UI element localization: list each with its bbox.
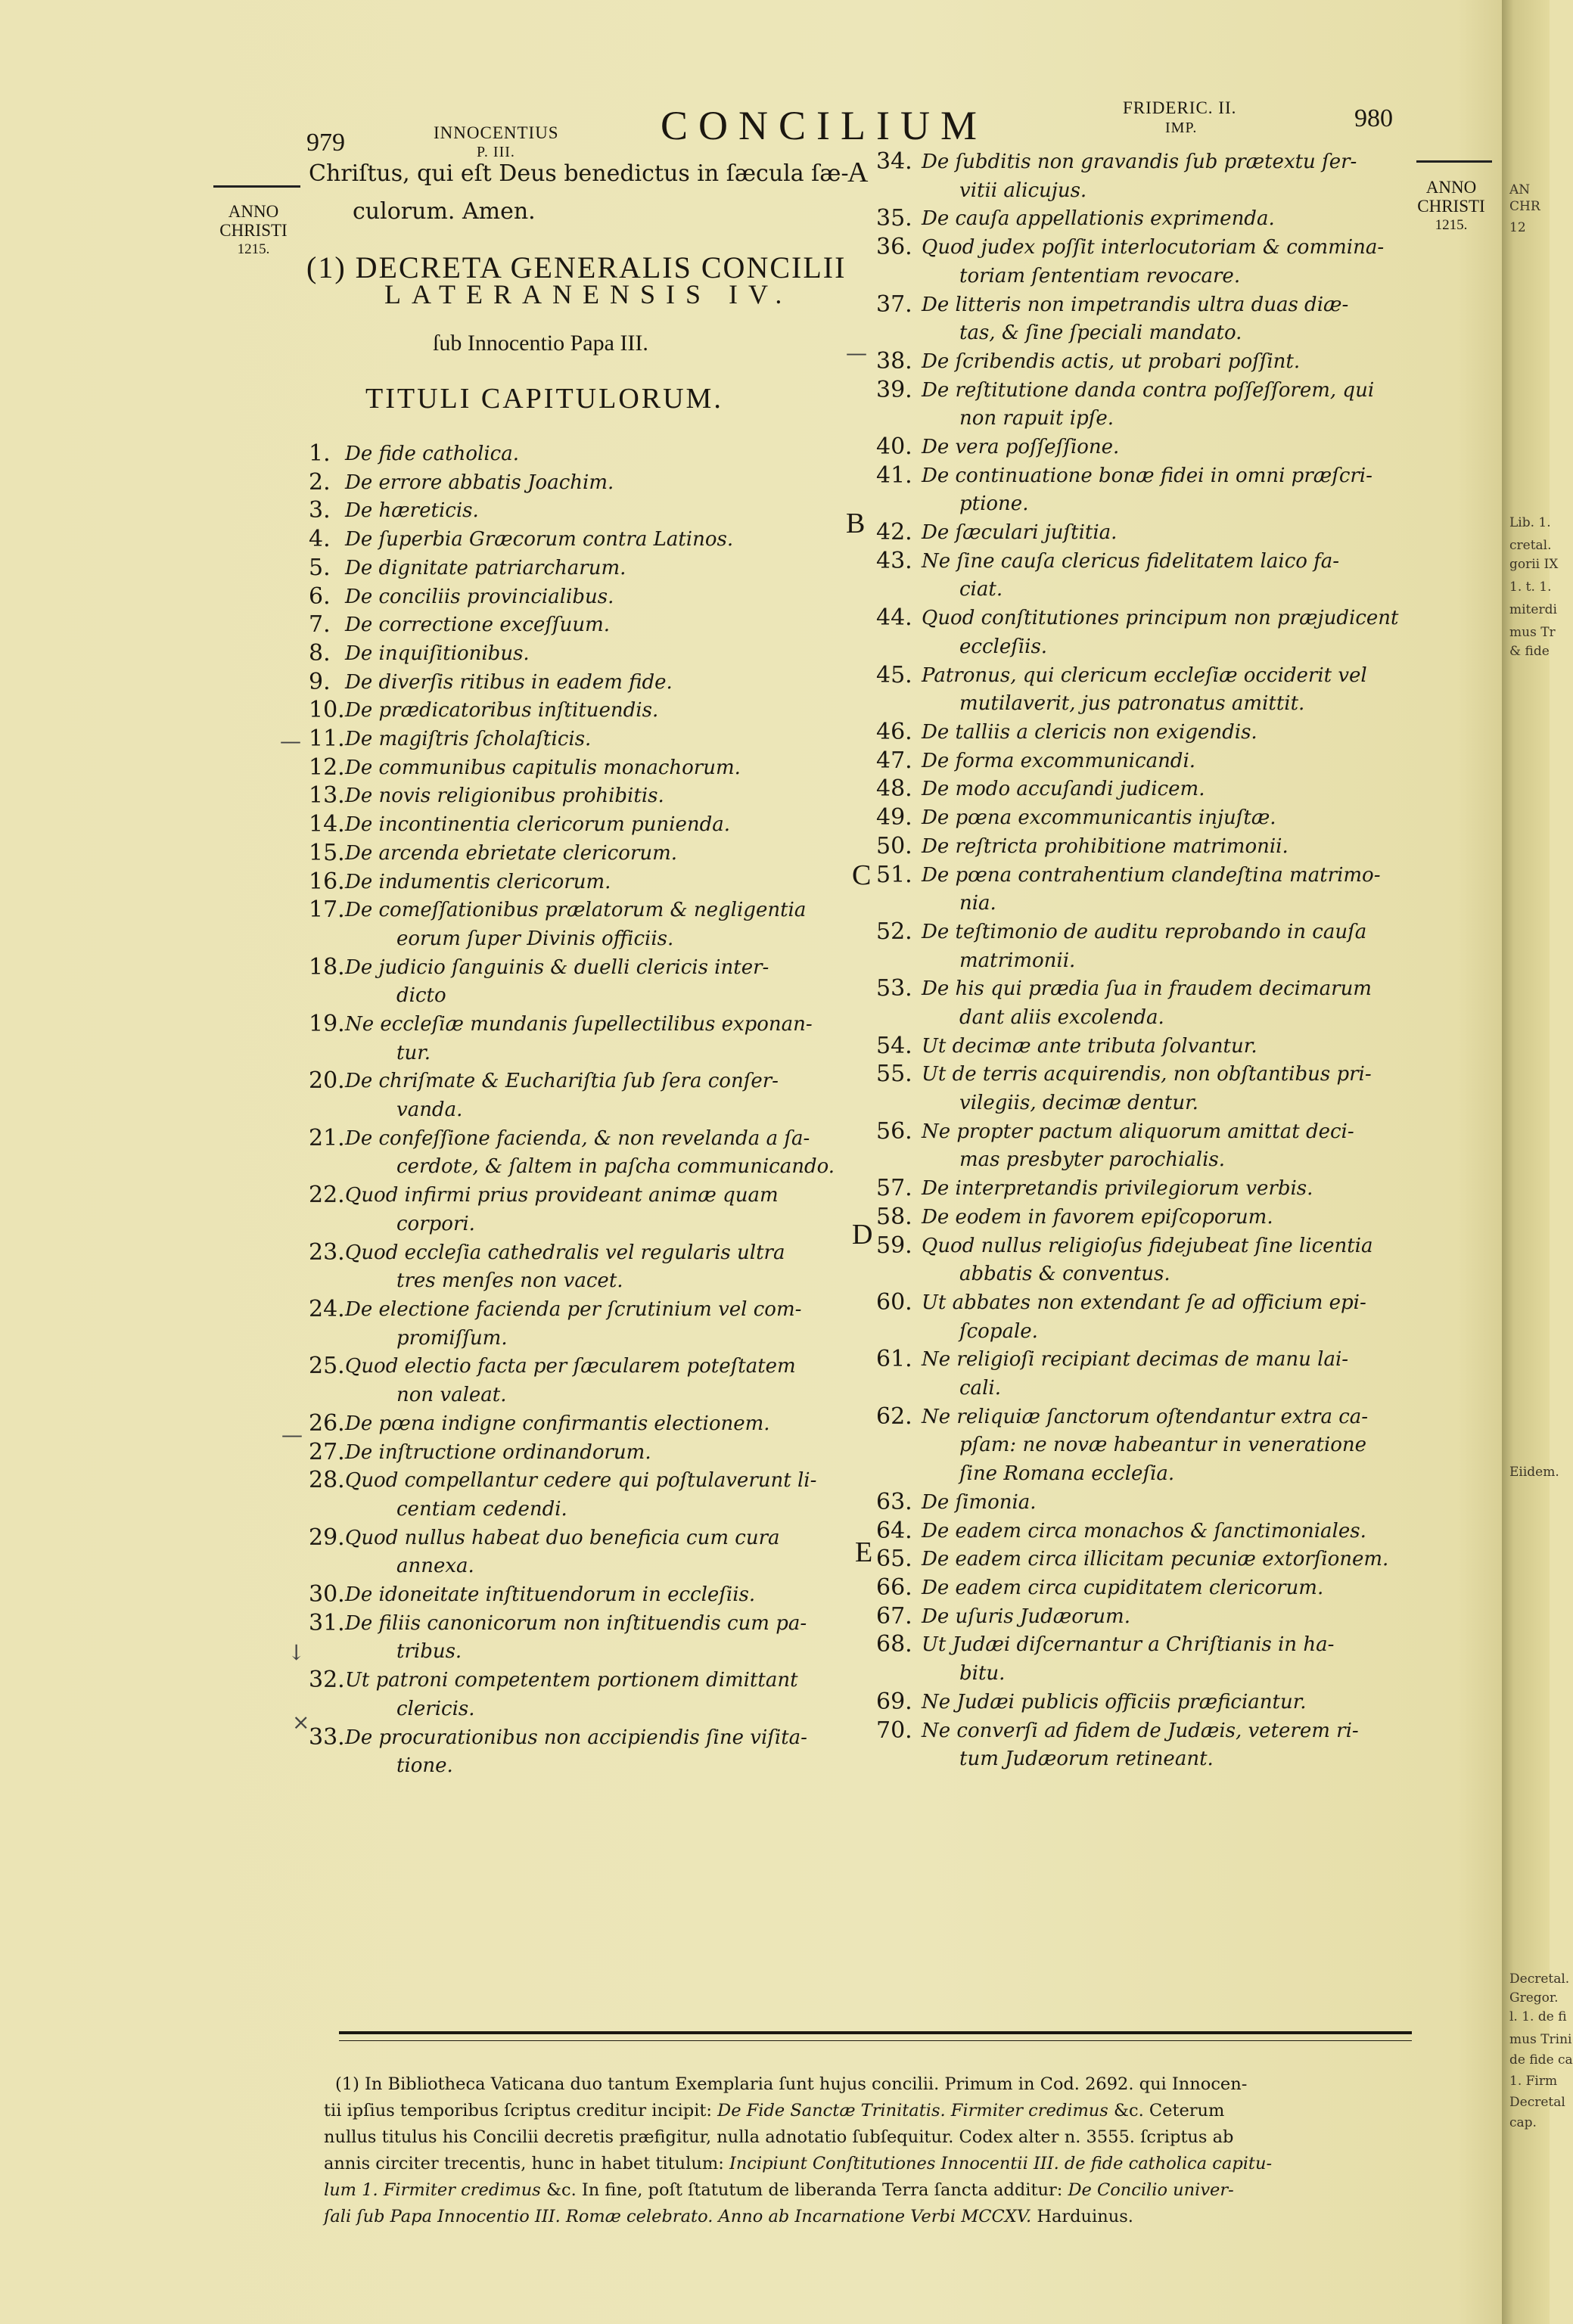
chapter-number: 60. <box>876 1289 912 1316</box>
chapter-number: 49. <box>876 804 912 831</box>
chapter-number: 29. <box>309 1524 345 1551</box>
chapter-number: 1. <box>309 440 331 467</box>
chapter-title-line: De cauſa appellationis exprimenda. <box>922 207 1275 231</box>
chapter-number: 56. <box>876 1117 912 1145</box>
chapter-number: 57. <box>876 1175 912 1202</box>
chapter-number: 4. <box>309 526 331 553</box>
chapter-title-line: De interpretandis privilegiorum verbis. <box>922 1177 1313 1201</box>
chapter-title-line: Ne ſine cauſa clericus fidelitatem laico fa- <box>922 549 1340 573</box>
chapter-title-line: De eodem in favorem epiſcoporum. <box>922 1205 1273 1229</box>
chapter-number: 10. <box>309 697 345 724</box>
chapter-number: 5. <box>309 554 331 581</box>
chapter-title-line: Quod conſtitutiones principum non præjudicent <box>922 607 1399 630</box>
sub-heading: ſub Innocentio Papa III. <box>433 331 648 356</box>
adjacent-fragment: l. 1. de fi <box>1509 2009 1567 2024</box>
chapter-title-line: Ne reliquiæ ſanctorum oſtendantur extra ca- <box>922 1405 1369 1428</box>
chapter-number: 23. <box>309 1238 345 1266</box>
chapter-number: 40. <box>876 433 912 460</box>
chapter-title-line: Ut abbates non extendant ſe ad officium epi- <box>922 1291 1366 1314</box>
margin-dash-right <box>1416 160 1492 163</box>
chapter-number: 11. <box>309 725 345 752</box>
chapter-number: 61. <box>876 1346 912 1373</box>
adjacent-fragment: 12 <box>1509 220 1526 235</box>
footnote-line <box>324 2177 1415 2204</box>
adjacent-fragment: Eiidem. <box>1509 1465 1559 1480</box>
margin-note-right <box>1413 178 1489 235</box>
chapter-title-line: De idoneitate inſtituendorum in eccleſiis. <box>345 1583 756 1606</box>
footnote-italic: Incipiunt Conſtitutiones Innocentii III. de fide catholica capitu- <box>729 2154 1273 2173</box>
chapter-title-line: De eadem circa cupiditatem clericorum. <box>922 1577 1324 1599</box>
section-letter-e: E <box>855 1536 873 1568</box>
chapter-title-line: Quod judex poſſit interlocutoriam & commina- <box>922 236 1385 259</box>
chapter-title-line: ſcopale. <box>959 1319 1038 1343</box>
margin-note-left <box>212 202 295 259</box>
footnote-line <box>324 2071 1415 2098</box>
chapter-number: 8. <box>309 639 331 666</box>
chapter-number: 31. <box>309 1609 345 1636</box>
pencil-mark: — <box>280 729 301 753</box>
chapter-title-line: De dignitate patriarcharum. <box>345 556 626 579</box>
footnote-italic: ſali ſub Papa Innocentio III. Romæ celebrato. Anno ab Incarnatione Verbi MCCXV. <box>324 2207 1032 2226</box>
chapter-title-line: ſine Romana eccleſia. <box>959 1462 1175 1486</box>
chapter-title-line: De communibus capitulis monachorum. <box>345 756 741 779</box>
footnote-text: nullus titulus his Concilii decretis præfigitur, nulla adnotatio ſubſequitur. Codex alter n. 3555. ſcriptus ab <box>324 2127 1234 2147</box>
adjacent-page-edge <box>1502 0 1573 2324</box>
chapter-number: 22. <box>309 1182 345 1209</box>
adjacent-fragment: 1. Firm <box>1509 2074 1558 2089</box>
chapter-title-line: De electione facienda per ſcrutinium vel com- <box>345 1298 802 1321</box>
footnote-line <box>324 2124 1415 2151</box>
chapter-title-line: Ut decimæ ante tributa ſolvantur. <box>922 1034 1257 1058</box>
chapter-title-line: De eadem circa monachos & ſanctimoniales. <box>922 1519 1366 1543</box>
chapter-title-line: De prædicatoribus inſtituendis. <box>345 699 659 722</box>
chapter-title-line: De comeſſationibus prælatorum & negligentia <box>345 899 807 922</box>
footnote-line <box>324 2151 1415 2177</box>
footnote-rule-thin <box>339 2040 1412 2041</box>
chapter-number: 32. <box>309 1667 345 1694</box>
chapter-title-line: clericis. <box>396 1697 475 1720</box>
chapter-title-line: ciat. <box>959 578 1003 601</box>
chapter-title-line: De inſtructione ordinandorum. <box>345 1440 651 1464</box>
chapter-title-line: pſam: ne novæ habeantur in veneratione <box>959 1434 1367 1457</box>
chapter-number: 39. <box>876 376 912 403</box>
chapter-title-line: promiſſum. <box>396 1326 508 1350</box>
chapter-number: 18. <box>309 953 345 980</box>
chapter-title-line: Ne propter pactum aliquorum amittat deci- <box>922 1120 1354 1143</box>
chapter-number: 28. <box>309 1467 345 1494</box>
chapter-number: 17. <box>309 896 345 924</box>
adjacent-fragment: AN <box>1509 182 1531 197</box>
chapter-title-line: De vera poſſeſſione. <box>922 436 1120 458</box>
chapter-title-line: Quod nullus religioſus fidejubeat ſine licentia <box>922 1234 1373 1257</box>
pencil-mark: × <box>292 1710 310 1735</box>
margin-dash-left <box>213 185 300 188</box>
chapter-title-line: De pœna indigne confirmantis electionem. <box>345 1412 770 1435</box>
chapter-title-line: De confeſſione facienda, & non revelanda a ſa- <box>345 1126 810 1150</box>
chapter-title-line: mutilaverit, jus patronatus amittit. <box>959 692 1305 716</box>
chapter-title-line: De uſuris Judæorum. <box>922 1605 1130 1628</box>
lateranensis-heading: LATERANENSIS IV. <box>384 279 793 309</box>
footnote <box>324 2071 1415 2230</box>
chapter-title-line: De filiis canonicorum non inſtituendis cum pa- <box>345 1611 807 1635</box>
chapter-title-line: De ſubditis non gravandis ſub prætextu ſer- <box>922 151 1357 173</box>
chapter-title-line: Ne Judæi publicis officiis præficiantur. <box>922 1690 1307 1713</box>
pencil-mark: ↓ <box>288 1640 306 1665</box>
adjacent-fragment: 1. t. 1. <box>1509 579 1552 595</box>
chapter-title-line: Ne religioſi recipiant decimas de manu lai- <box>922 1348 1349 1372</box>
chapter-title-line: Ut patroni competentem portionem dimittant <box>345 1669 798 1692</box>
section-letter-b: B <box>846 508 866 539</box>
chapter-title-line: eorum ſuper Divinis officiis. <box>396 927 674 950</box>
section-letter-c: C <box>852 859 872 891</box>
chapter-number: 15. <box>309 839 345 866</box>
chapter-number: 2. <box>309 468 331 496</box>
adjacent-fragment: CHR <box>1509 199 1540 214</box>
chapter-number: 6. <box>309 583 331 610</box>
chapter-title-line: Ut Judæi diſcernantur a Chriſtianis in ha- <box>922 1633 1335 1657</box>
chapter-number: 26. <box>309 1409 345 1437</box>
chapter-number: 12. <box>309 753 345 781</box>
chapter-title-line: vitii alicujus. <box>959 179 1087 202</box>
chapter-number: 14. <box>309 811 345 838</box>
adjacent-fragment: de fide ca <box>1509 2052 1573 2068</box>
chapter-title-line: Quod compellantur cedere qui poſtulaverunt li- <box>345 1469 817 1493</box>
chapter-title-line: non rapuit ipſe. <box>959 407 1114 430</box>
left-running-sub: P. III. <box>477 144 515 160</box>
footnote-line <box>324 2204 1415 2230</box>
footnote-text: &c. In fine, poſt ſtatutum de liberanda Terra ſancta additur: <box>540 2180 1068 2200</box>
chapter-number: 34. <box>876 148 912 175</box>
section-letter-d: D <box>852 1219 873 1251</box>
anno-label: ANNO <box>1425 178 1477 197</box>
chapter-number: 30. <box>309 1581 345 1608</box>
page-title: CONCILIUM <box>661 103 987 148</box>
chapter-number: 33. <box>309 1723 345 1751</box>
chapter-title-line: De eadem circa illicitam pecuniæ extorſionem. <box>922 1548 1389 1571</box>
chapter-title-line: De ſcribendis actis, ut probari poſſint. <box>922 350 1301 373</box>
chapter-number: 37. <box>876 290 912 318</box>
chapter-number: 48. <box>876 775 912 803</box>
chapter-number: 55. <box>876 1061 912 1088</box>
chapter-number: 3. <box>309 497 331 524</box>
chapter-number: 13. <box>309 782 345 809</box>
chapter-number: 27. <box>309 1438 345 1465</box>
chapter-number: 65. <box>876 1546 912 1573</box>
chapter-title-line: Quod infirmi prius provideant animæ quam <box>345 1184 779 1207</box>
chapter-title-line: De litteris non impetrandis ultra duas diæ- <box>922 293 1349 316</box>
chapter-title-line: Quod nullus habeat duo beneficia cum cura <box>345 1526 780 1549</box>
chapter-number: 44. <box>876 604 912 632</box>
chapter-number: 51. <box>876 861 912 888</box>
chapter-number: 64. <box>876 1517 912 1544</box>
chapter-title-line: vilegiis, decimæ dentur. <box>959 1092 1198 1115</box>
chapter-title-line: De chriſmate & Euchariſtia ſub ſera conſer- <box>345 1070 779 1093</box>
footnote-text: &c. Ceterum <box>1108 2101 1225 2120</box>
chapter-title-line: De ſæculari juſtitia. <box>922 521 1118 545</box>
chapter-title-line: corpori. <box>396 1212 475 1235</box>
chapter-title-line: De procurationibus non accipiendis ſine viſita- <box>345 1726 807 1749</box>
chapter-title-line: matrimonii. <box>959 949 1076 972</box>
chapter-title-line: tres menſes non vacet. <box>396 1269 623 1293</box>
chapter-title-line: De incontinentia clericorum punienda. <box>345 813 730 837</box>
chapter-number: 41. <box>876 461 912 489</box>
chapter-title-line: De ſimonia. <box>922 1490 1037 1514</box>
chapter-title-line: De indumentis clericorum. <box>345 870 611 893</box>
chapter-title-line: cerdote, & ſaltem in paſcha communicando. <box>396 1155 835 1179</box>
chapter-number: 70. <box>876 1717 912 1744</box>
chapter-title-line: De inquiſitionibus. <box>345 642 530 665</box>
chapter-title-line: eccleſiis. <box>959 635 1048 658</box>
chapter-number: 7. <box>309 611 331 638</box>
adjacent-fragment: cap. <box>1509 2115 1537 2130</box>
intro-line-2: culorum. Amen. <box>353 198 536 225</box>
chapter-title-line: De novis religionibus prohibitis. <box>345 785 664 808</box>
footnote-text: (1) In Bibliotheca Vaticana duo tantum Exemplaria ſunt hujus concilii. Primum in Cod. 2692. qui Innocen- <box>335 2074 1248 2094</box>
chapter-number: 42. <box>876 519 912 546</box>
chapter-title-line: De forma excommunicandi. <box>922 749 1196 772</box>
adjacent-fragment: mus Trini <box>1509 2032 1572 2047</box>
right-running-sub: IMP. <box>1165 120 1198 136</box>
chapter-title-line: dant aliis excolenda. <box>959 1005 1164 1029</box>
pencil-mark: — <box>846 340 867 365</box>
chapter-title-line: De pœna excommunicantis injuſtæ. <box>922 806 1276 830</box>
chapter-title-line: bitu. <box>959 1662 1006 1686</box>
chapter-number: 25. <box>309 1353 345 1380</box>
chapter-title-line: annexa. <box>396 1555 474 1578</box>
chapter-number: 67. <box>876 1602 912 1630</box>
chapter-title-line: De judicio ſanguinis & duelli clericis inter- <box>345 955 769 979</box>
chapter-number: 36. <box>876 234 912 261</box>
adjacent-fragment: gorii IX <box>1509 557 1559 572</box>
chapter-number: 16. <box>309 868 345 895</box>
chapter-title-line: De errore abbatis Joachim. <box>345 471 614 494</box>
chapter-number: 58. <box>876 1203 912 1230</box>
chapter-number: 52. <box>876 918 912 945</box>
footnote-text: tii ipſius temporibus ſcriptus creditur incipit: <box>324 2101 718 2120</box>
chapter-number: 54. <box>876 1032 912 1059</box>
chapter-title-line: tribus. <box>396 1640 462 1664</box>
chapter-title-line: De conciliis provincialibus. <box>345 585 614 608</box>
chapter-title-line: De diverſis ritibus in eadem fide. <box>345 670 673 694</box>
chapter-title-line: De arcenda ebrietate clericorum. <box>345 841 678 865</box>
chapter-number: 24. <box>309 1296 345 1322</box>
adjacent-fragment: Decretal. <box>1509 1971 1570 1987</box>
chapter-title-line: tione. <box>396 1754 453 1778</box>
chapter-title-line: De reſtitutione danda contra poſſeſſorem, qui <box>922 378 1375 402</box>
chapter-title-line: Ne eccleſiæ mundanis ſupellectilibus exponan- <box>345 1013 813 1036</box>
chapter-title-line: dicto <box>396 984 446 1008</box>
chapter-number: 66. <box>876 1574 912 1601</box>
footnote-italic: lum 1. Firmiter credimus <box>324 2180 541 2200</box>
adjacent-fragment: miterdi <box>1509 602 1557 617</box>
right-running-head: FRIDERIC. II. <box>1123 98 1237 117</box>
chapter-title-line: De pœna contrahentium clandeſtina matrimo- <box>922 863 1381 887</box>
footnote-line <box>324 2098 1415 2124</box>
chapter-title-line: De his qui prædia ſua in fraudem decimarum <box>922 977 1372 1001</box>
chapter-title-line: Quod electio facta per ſæcularem poteſtatem <box>345 1355 796 1378</box>
chapter-title-line: mas presbyter parochialis. <box>959 1148 1226 1172</box>
chapter-number: 43. <box>876 547 912 574</box>
adjacent-fragment: Decretal <box>1509 2095 1565 2110</box>
chapter-title-line: De magiſtris ſcholaſticis. <box>345 728 592 750</box>
chapter-number: 38. <box>876 347 912 374</box>
footnote-rule-thick <box>339 2031 1412 2034</box>
chapter-title-line: De ſuperbia Græcorum contra Latinos. <box>345 528 734 551</box>
year-label: 1215. <box>1435 217 1468 233</box>
anno-label: ANNO <box>228 202 279 221</box>
left-running-head: INNOCENTIUS <box>434 123 559 142</box>
chapter-title-line: abbatis & conventus. <box>959 1263 1170 1286</box>
adjacent-fragment: Gregor. <box>1509 1990 1559 2006</box>
footnote-italic: De Concilio univer- <box>1068 2180 1234 2200</box>
chapter-title-line: ptione. <box>959 492 1029 516</box>
section-letter-a: A <box>847 157 869 188</box>
footnote-italic: De Fide Sanctæ Trinitatis. Firmiter credimus <box>717 2101 1108 2120</box>
adjacent-fragment: cretal. <box>1509 538 1552 553</box>
chapter-number: 9. <box>309 668 331 695</box>
chapter-title-line: De hæreticis. <box>345 499 479 523</box>
chapter-title-line: centiam cedendi. <box>396 1497 567 1521</box>
decreta-heading: (1) DECRETA GENERALIS CONCILII <box>306 250 847 284</box>
chapter-title-line: Patronus, qui clericum eccleſiæ occiderit vel <box>922 663 1367 687</box>
chapter-number: 62. <box>876 1403 912 1430</box>
chapter-number: 47. <box>876 747 912 774</box>
chapter-title-line: nia. <box>959 892 996 915</box>
chapter-title-line: De modo accuſandi judicem. <box>922 778 1205 801</box>
chapter-title-line: tas, & ſine ſpeciali mandato. <box>959 322 1242 345</box>
adjacent-fragment: Lib. 1. <box>1509 515 1551 530</box>
chapter-title-line: De teſtimonio de auditu reprobando in cauſa <box>922 920 1367 943</box>
chapter-number: 19. <box>309 1011 345 1037</box>
chapter-title-line: cali. <box>959 1377 1001 1400</box>
chapter-title-line: Ut de terris acquirendis, non obſtantibus pri- <box>922 1063 1372 1086</box>
chapter-title-line: De continuatione bonæ fidei in omni præſcri- <box>922 464 1372 487</box>
christi-label: CHRISTI <box>1417 197 1485 216</box>
chapter-number: 35. <box>876 205 912 232</box>
chapter-title-line: Ne converſi ad fidem de Judæis, veterem ri- <box>922 1719 1359 1742</box>
pencil-mark: — <box>281 1422 303 1447</box>
chapter-number: 68. <box>876 1631 912 1658</box>
footnote-text: annis circiter trecentis, hunc in habet titulum: <box>324 2154 729 2173</box>
chapter-number: 20. <box>309 1067 345 1095</box>
chapter-number: 21. <box>309 1124 345 1151</box>
chapter-title-line: non valeat. <box>396 1384 507 1407</box>
chapter-title-line: De reſtricta prohibitione matrimonii. <box>922 834 1289 858</box>
intro-line-1: Chriſtus, qui eſt Deus benedictus in ſæcula ſæ- <box>309 160 849 187</box>
chapter-number: 59. <box>876 1232 912 1259</box>
right-page-number: 980 <box>1354 104 1393 132</box>
chapter-number: 45. <box>876 661 912 688</box>
year-label: 1215. <box>237 241 270 257</box>
chapter-title-line: De correctione exceſſuum. <box>345 614 610 637</box>
chapter-title-line: vanda. <box>396 1098 463 1122</box>
adjacent-fragment: mus Tr <box>1509 625 1556 640</box>
chapter-title-line: De talliis a clericis non exigendis. <box>922 721 1257 744</box>
footnote-text: Harduinus. <box>1031 2207 1133 2226</box>
chapter-title-line: toriam ſententiam revocare. <box>959 264 1241 287</box>
chapter-number: 63. <box>876 1488 912 1515</box>
chapter-number: 69. <box>876 1688 912 1715</box>
tituli-heading: TITULI CAPITULORUM. <box>365 383 723 415</box>
chapter-title-line: tum Judæorum retineant. <box>959 1748 1214 1771</box>
chapter-title-line: tur. <box>396 1041 431 1064</box>
chapter-title-line: De fide catholica. <box>345 443 520 465</box>
chapter-title-line: Quod eccleſia cathedralis vel regularis ultra <box>345 1241 785 1264</box>
chapter-number: 53. <box>876 975 912 1002</box>
christi-label: CHRISTI <box>219 221 288 240</box>
chapter-number: 46. <box>876 719 912 745</box>
left-page-number: 979 <box>306 129 345 157</box>
chapter-number: 50. <box>876 832 912 859</box>
adjacent-fragment: & fide <box>1509 644 1550 659</box>
